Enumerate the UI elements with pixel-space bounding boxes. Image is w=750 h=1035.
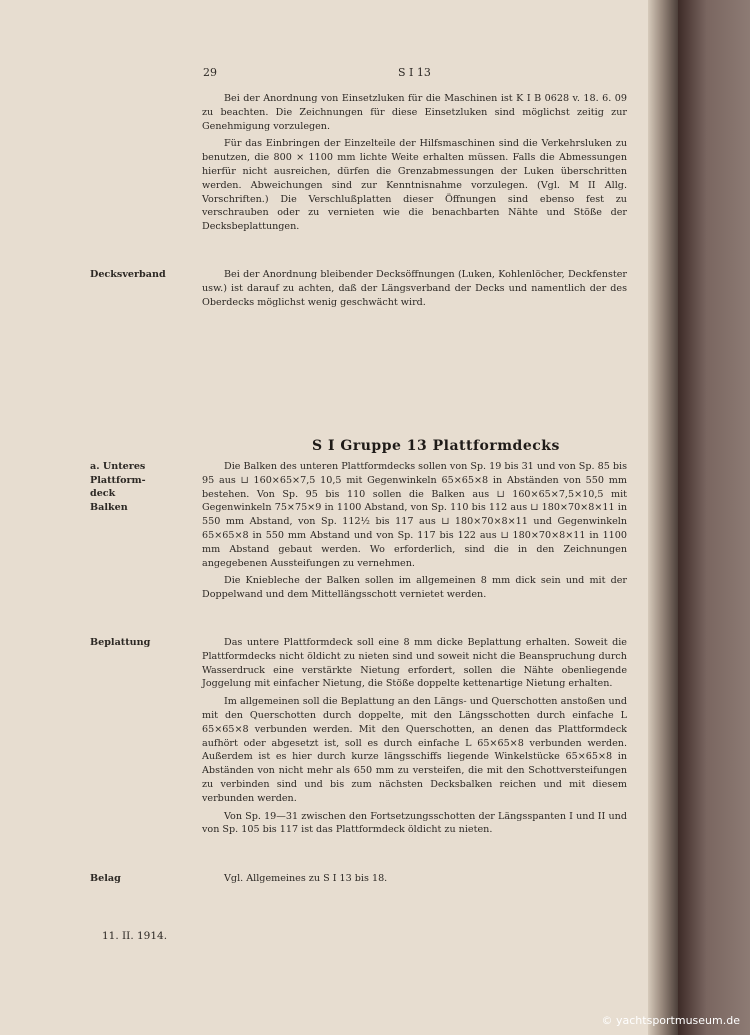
paragraph-decksverband: Bei der Anordnung bleibender Decksöffnungen (Luken, Kohlenlöcher, Deckfenster usw.) ist darauf zu achten, daß der Längsverband der Decks und namentlich der des Oberdecks möglichst wenig geschwächt wird. <box>202 269 627 308</box>
page-gutter <box>648 0 678 1035</box>
margin-label-balken-line2: deck <box>90 488 116 499</box>
margin-label-balken-line3: Balken <box>90 501 128 513</box>
section-title: S I Gruppe 13 Plattformdecks <box>312 438 560 454</box>
paragraph-beplattung-2: Im allgemeinen soll die Beplattung an den Längs- und Querschotten anstoßen und mit den Querschotten durch doppelte, mit den Längsschotten durch einfache L 65×65×8 verbunden werden. Mit den Querschotten, an denen das Plattformdeck aufhört oder abgesetzt ist, soll es durch einfache L 65×65×8 verbunden werden. Außerdem ist es hier durch kurze längsschiffs liegende Winkelstücke 65×65×8 in Abständen von nicht mehr als 650 mm zu versteifen, die mit den Schottversteifungen zu verbinden sind und bis zum nächsten Decksbalken reichen und mit diesem verbunden werden. <box>202 696 627 804</box>
book-spine <box>678 0 750 1035</box>
margin-label-belag: Belag <box>90 873 121 884</box>
paragraph-beplattung-1: Das untere Plattformdeck soll eine 8 mm dicke Beplattung erhalten. Soweit die Plattformdecks nicht öldicht zu nieten sind und soweit nicht die Beanspruchung durch Wasserdruck eine verstärkte Nietung erfordert, sollen die Nähte obenliegende Joggelung mit einfacher Nietung, die Stöße doppelte kettenartige Nietung erhalten. <box>202 637 627 690</box>
paragraph-verkehrsluken: Für das Einbringen der Einzelteile der Hilfsmaschinen sind die Verkehrsluken zu benutzen, die 800 × 1100 mm lichte Weite erhalten müssen. Falls die Abmessungen hierfür nicht ausreichen, dürfen die Grenzabmessungen der Luken überschritten werden. Abweichungen sind zur Kenntnisnahme vorzulegen. (Vgl. M II Allg. Vorschriften.) Die Verschlußplatten dieser Öffnungen sind ebenso fest zu verschrauben oder zu vernieten wie die benachbarten Nähte und Stöße der Decksbeplattungen. <box>202 138 627 233</box>
footer-date: 11. II. 1914. <box>102 930 168 942</box>
paragraph-belag: Vgl. Allgemeines zu S I 13 bis 18. <box>224 873 388 884</box>
margin-label-decksverband: Decksverband <box>90 269 166 280</box>
paragraph-beplattung-3: Von Sp. 19—31 zwischen den Fortsetzungsschotten der Längsspanten I und II und von Sp. 105 bis 117 ist das Plattformdeck öldicht zu nieten. <box>202 810 627 836</box>
paragraph-balken: Die Balken des unteren Plattformdecks sollen von Sp. 19 bis 31 und von Sp. 85 bis 95 aus ⊔ 160×65×7,5 10,5 mit Gegenwinkeln 65×65×8 in Abständen von 550 mm bestehen. Von Sp. 95 bis 110 sollen die Balken aus ⊔ 160×65×7,5×10,5 mit Gegenwinkeln 75×75×9 in 1100 Abstand, von Sp. 110 bis 112 aus ⊔ 180×70×8×11 in 550 mm Abstand, von Sp. 112½ bis 117 aus ⊔ 180×70×8×11 und Gegenwinkeln 65×65×8 in 550 mm Abstand und von Sp. 117 bis 122 aus ⊔ 180×70×8×11 in 1100 mm Abstand gebaut werden. Wo erforderlich, sind die in den Zeichnungen angegebenen Aussteifungen zu vernehmen. <box>202 461 628 569</box>
balken-text-block <box>202 460 627 606</box>
margin-label-balken <box>90 460 200 514</box>
belag-text-block <box>202 872 627 890</box>
decksverband-text-block <box>202 268 627 313</box>
margin-label-balken-line1: a. Unteres Plattform- <box>90 461 146 486</box>
watermark: © yachtsportmuseum.de <box>601 1014 740 1027</box>
beplattung-text-block <box>202 636 627 841</box>
paragraph-einsetzluken: Bei der Anordnung von Einsetzluken für die Maschinen ist K I B 0628 v. 18. 6. 09 zu beachten. Die Zeichnungen für diese Einsetzluken sind möglichst zeitig zur Genehmigung vorzulegen. <box>202 93 627 132</box>
margin-label-beplattung: Beplattung <box>90 637 151 648</box>
paragraph-kniebleche: Die Kniebleche der Balken sollen im allgemeinen 8 mm dick sein und mit der Doppelwand und dem Mittellängsschott vernietet werden. <box>202 575 627 601</box>
page-number: 29 <box>203 66 217 79</box>
top-text-block <box>202 92 627 238</box>
section-reference: S I 13 <box>398 66 431 79</box>
